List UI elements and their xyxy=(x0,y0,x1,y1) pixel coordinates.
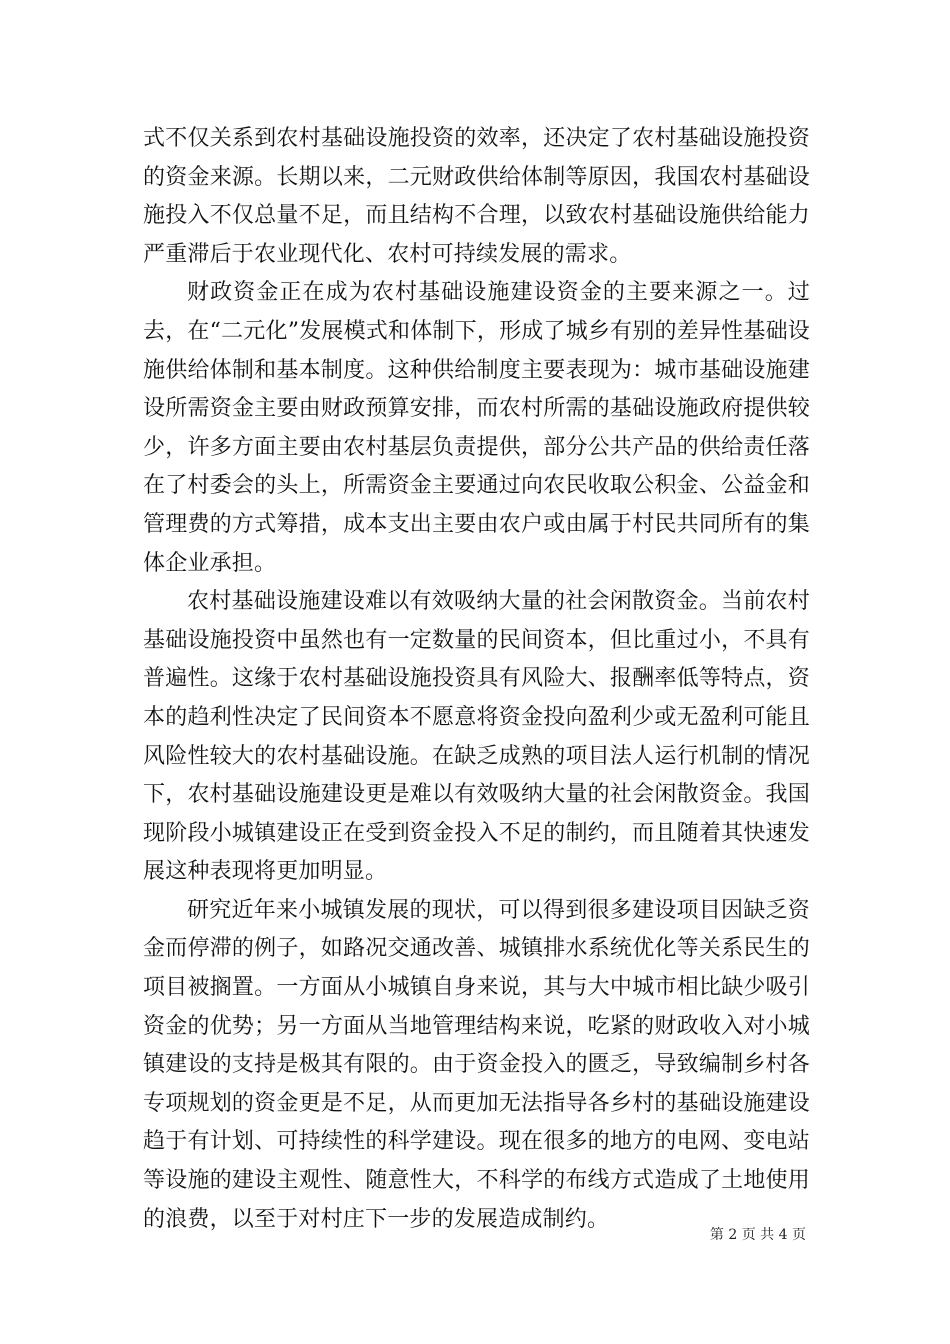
paragraph-small-towns: 研究近年来小城镇发展的现状，可以得到很多建设项目因缺乏资金而停滞的例子，如路况交通改善、城镇排水系统优化等关系民生的项目被搁置。一方面从小城镇自身来说，其与大中城市相比缺少吸引资金的优势；另一方面从当地管理结构来说，吃紧的财政收入对小城镇建设的支持是极其有限的。由于资金投入的匮乏，导致编制乡村各专项规划的资金更是不足，从而更加无法指导各乡村的基础设施建设趋于有计划、可持续性的科学建设。现在很多的地方的电网、变电站等设施的建设主观性、随意性大，不科学的布线方式造成了土地使用的浪费，以至于对村庄下一步的发展造成制约。 xyxy=(143,897,810,1232)
page-number-footer xyxy=(710,1226,806,1244)
paragraph-idle-capital: 农村基础设施建设难以有效吸纳大量的社会闲散资金。当前农村基础设施投资中虽然也有一定数量的民间资本，但比重过小，不具有普遍性。这缘于农村基础设施投资具有风险大、报酬率低等特点，资本的趋利性决定了民间资本不愿意将资金投向盈利少或无盈利可能且风险性较大的农村基础设施。在缺乏成熟的项目法人运行机制的情况下，农村基础设施建设更是难以有效吸纳大量的社会闲散资金。我国现阶段小城镇建设正在受到资金投入不足的制约，而且随着其快速发展这种表现将更加明显。 xyxy=(143,589,810,885)
document-body xyxy=(143,120,810,1239)
paragraph-continuation: 式不仅关系到农村基础设施投资的效率，还决定了农村基础设施投资的资金来源。长期以来，二元财政供给体制等原因，我国农村基础设施投入不仅总量不足，而且结构不合理，以致农村基础设施供给能力严重滞后于农业现代化、农村可持续发展的需求。 xyxy=(143,126,810,267)
page-number-label: 第 2 页 共 4 页 xyxy=(709,1227,806,1243)
paragraph-fiscal-funds: 财政资金正在成为农村基础设施建设资金的主要来源之一。过去，在“二元化”发展模式和体制下，形成了城乡有别的差异性基础设施供给体制和基本制度。这种供给制度主要表现为：城市基础设施建设所需资金主要由财政预算安排，而农村所需的基础设施政府提供较少，许多方面主要由农村基层负责提供，部分公共产品的供给责任落在了村委会的头上，所需资金主要通过向农民收取公积金、公益金和管理费的方式筹措，成本支出主要由农户或由属于村民共同所有的集体企业承担。 xyxy=(143,280,810,576)
